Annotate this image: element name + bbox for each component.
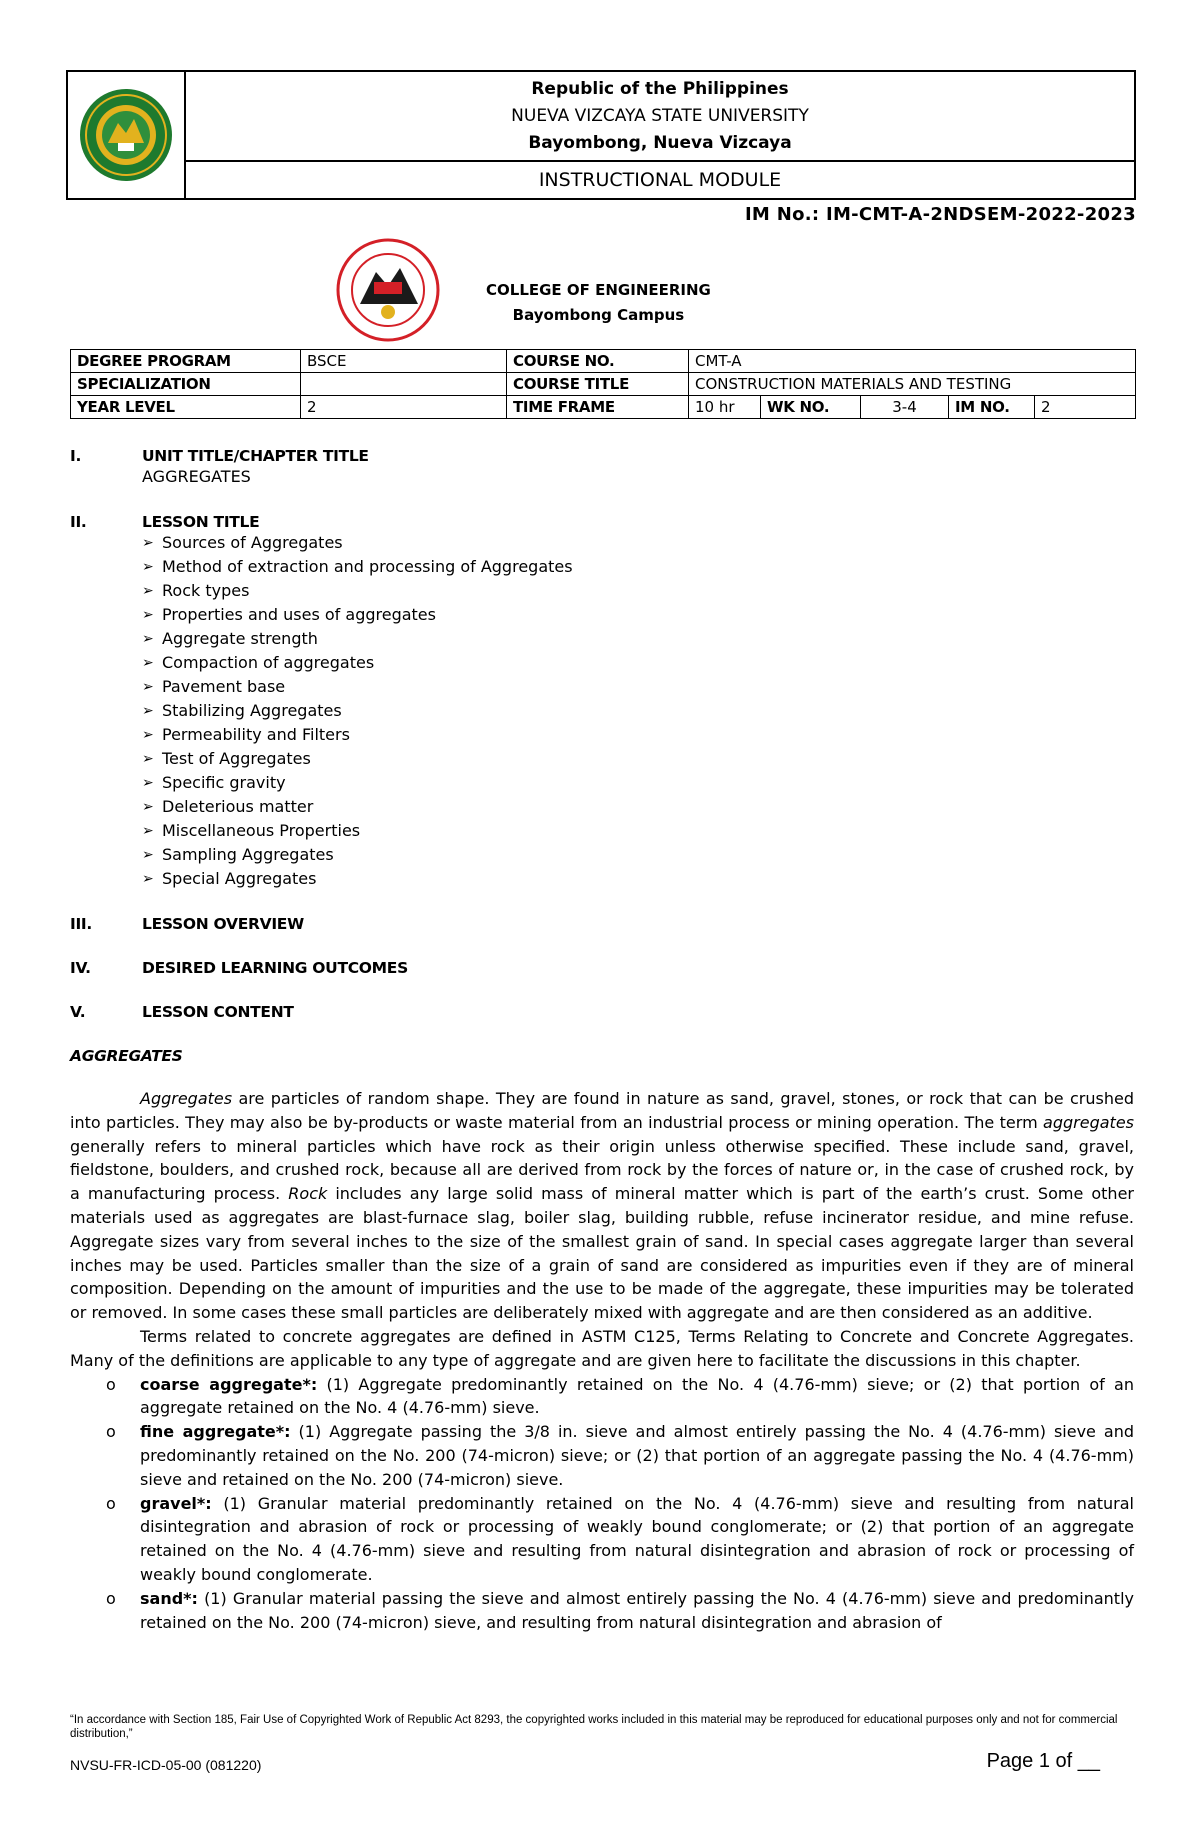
section-number: IV.	[70, 959, 91, 977]
section-lesson-content	[70, 1003, 1134, 1021]
list-item: ➢ Aggregate strength	[142, 627, 1134, 651]
unit-title-value: AGGREGATES	[142, 467, 251, 486]
circle-bullet-icon: o	[106, 1422, 116, 1442]
section-unit-title	[70, 447, 1134, 465]
arrow-bullet-icon: ➢	[142, 751, 154, 767]
arrow-bullet-icon: ➢	[142, 847, 154, 863]
page-number: Page 1 of __	[986, 1750, 1100, 1772]
arrow-bullet-icon: ➢	[142, 655, 154, 671]
list-item: ➢ Miscellaneous Properties	[142, 819, 1134, 843]
section-title: LESSON CONTENT	[142, 1003, 294, 1021]
list-item: o fine aggregate*: (1) Aggregate passing the 3/8 in. sieve and almost entirely passing the No. 4 (4.76-mm) sieve and predominantly retained on the No. 200 (74-micron) sieve; or (2) that portion of an aggregate passing the No. 4 (4.76-mm) sieve and retained on the No. 200 (74-micron) sieve.	[70, 1420, 1134, 1491]
section-number: V.	[70, 1003, 86, 1021]
aggregates-paragraph: Aggregates are particles of random shape. They are found in nature as sand, gravel, stones, or rock that can be crushed into particles. They may also be by-products or waste material from an industrial process or mining operation. The term aggregates generally refers to mineral particles which have rock as their origin unless otherwise specified. These include sand, gravel, fieldstone, boulders, and crushed rock, because all are derived from rock by the forces of nature or, in the case of crushed rock, by a manufacturing process. Rock includes any large solid mass of mineral matter which is part of the earth’s crust. Some other materials used as aggregates are blast-furnace slag, boiler slag, building rubble, refuse incinerator residue, and mine refuse. Aggregate sizes vary from several inches to the size of the smallest grain of sand. In special cases aggregate larger than several inches may be used. Particles smaller than the size of a grain of sand are considered as impurities even if they are of mineral composition. Depending on the amount of impurities and the use to be made of the aggregate, these impurities may be tolerated or removed. In some cases these small particles are deliberately mixed with aggregate and are then considered as an additive.	[70, 1089, 1134, 1323]
section-title: DESIRED LEARNING OUTCOMES	[142, 959, 408, 977]
header-republic: Republic of the Philippines	[531, 78, 789, 99]
section-lesson-title	[70, 513, 1134, 531]
arrow-bullet-icon: ➢	[142, 775, 154, 791]
section-number: III.	[70, 915, 92, 933]
header-title-block	[186, 72, 1134, 162]
arrow-bullet-icon: ➢	[142, 559, 154, 575]
list-item: ➢ Permeability and Filters	[142, 723, 1134, 747]
year-level-value: 2	[301, 396, 507, 419]
arrow-bullet-icon: ➢	[142, 703, 154, 719]
section-title: LESSON OVERVIEW	[142, 915, 304, 933]
terms-paragraph: Terms related to concrete aggregates are defined in ASTM C125, Terms Relating to Concrete and Concrete Aggregates. Many of the definitions are applicable to any type of aggregate and are given here to facilitate the discussions in this chapter.	[70, 1326, 1134, 1370]
lesson-list	[142, 531, 1134, 891]
college-campus: Bayombong Campus	[512, 306, 685, 324]
section-title: UNIT TITLE/CHAPTER TITLE	[142, 447, 369, 465]
im-number: IM No.: IM-CMT-A-2NDSEM-2022-2023	[744, 204, 1136, 225]
nvsu-seal-icon	[78, 87, 174, 183]
arrow-bullet-icon: ➢	[142, 631, 154, 647]
arrow-bullet-icon: ➢	[142, 727, 154, 743]
arrow-bullet-icon: ➢	[142, 607, 154, 623]
circle-bullet-icon: o	[106, 1493, 116, 1513]
course-title-label: COURSE TITLE	[507, 373, 689, 396]
module-content	[70, 447, 1134, 1634]
section-lesson-overview	[70, 915, 1134, 933]
definitions-list	[70, 1373, 1134, 1635]
header-location: Bayombong, Nueva Vizcaya	[528, 132, 792, 153]
list-item: ➢ Special Aggregates	[142, 867, 1134, 891]
list-item: ➢ Rock types	[142, 579, 1134, 603]
list-item: ➢ Compaction of aggregates	[142, 651, 1134, 675]
arrow-bullet-icon: ➢	[142, 583, 154, 599]
list-item: ➢ Properties and uses of aggregates	[142, 603, 1134, 627]
content-heading: AGGREGATES	[70, 1047, 183, 1065]
course-title-value: CONSTRUCTION MATERIALS AND TESTING	[689, 373, 1136, 396]
list-item: o sand*: (1) Granular material passing the sieve and almost entirely passing the No. 4 (4.76-mm) sieve and predominantly retained on the No. 200 (74-micron) sieve, and resulting from natural disintegration and abrasion of	[70, 1587, 1134, 1635]
wk-no-label: WK NO.	[761, 396, 861, 419]
table-row	[71, 350, 1136, 373]
year-level-label: YEAR LEVEL	[71, 396, 301, 419]
arrow-bullet-icon: ➢	[142, 823, 154, 839]
im-no-label: IM NO.	[949, 396, 1035, 419]
header-university: NUEVA VIZCAYA STATE UNIVERSITY	[511, 105, 809, 126]
copyright-footnote: “In accordance with Section 185, Fair Use of Copyrighted Work of Republic Act 8293, the copyrighted works included in this material may be reproduced for educational purposes only and not for commercial distribution,”	[70, 1714, 1118, 1740]
list-item: ➢ Method of extraction and processing of Aggregates	[142, 555, 1134, 579]
time-frame-label: TIME FRAME	[507, 396, 689, 419]
college-name: COLLEGE OF ENGINEERING	[486, 281, 711, 299]
course-no-label: COURSE NO.	[507, 350, 689, 373]
table-row	[71, 396, 1136, 419]
arrow-bullet-icon: ➢	[142, 535, 154, 551]
arrow-bullet-icon: ➢	[142, 679, 154, 695]
module-label: INSTRUCTIONAL MODULE	[538, 169, 782, 191]
list-item: ➢ Stabilizing Aggregates	[142, 699, 1134, 723]
degree-program-label: DEGREE PROGRAM	[71, 350, 301, 373]
list-item: ➢ Deleterious matter	[142, 795, 1134, 819]
section-learning-outcomes	[70, 959, 1134, 977]
course-no-value: CMT-A	[689, 350, 1136, 373]
list-item: ➢ Sampling Aggregates	[142, 843, 1134, 867]
specialization-value	[301, 373, 507, 396]
list-item: ➢ Specific gravity	[142, 771, 1134, 795]
college-of-engineering-seal-icon	[330, 238, 446, 342]
college-heading	[486, 278, 711, 328]
list-item: ➢ Sources of Aggregates	[142, 531, 1134, 555]
circle-bullet-icon: o	[106, 1588, 116, 1608]
header-box	[66, 70, 1136, 200]
list-item: ➢ Test of Aggregates	[142, 747, 1134, 771]
college-logo	[330, 238, 446, 346]
list-item: o gravel*: (1) Granular material predominantly retained on the No. 4 (4.76-mm) sieve and resulting from natural disintegration and abrasion of rock or processing of weakly bound conglomerate; or (2) that portion of an aggregate retained on the No. 4 (4.76-mm) sieve and resulting from natural disintegration and abrasion of rock or processing of weakly bound conglomerate.	[70, 1492, 1134, 1587]
specialization-label: SPECIALIZATION	[71, 373, 301, 396]
course-info-table	[70, 349, 1136, 419]
im-no-value: 2	[1035, 396, 1136, 419]
circle-bullet-icon: o	[106, 1374, 116, 1394]
arrow-bullet-icon: ➢	[142, 871, 154, 887]
form-number: NVSU-FR-ICD-05-00 (081220)	[70, 1757, 262, 1773]
nvsu-seal	[68, 72, 186, 198]
section-title: LESSON TITLE	[142, 513, 260, 531]
list-item: ➢ Pavement base	[142, 675, 1134, 699]
section-number: II.	[70, 513, 87, 531]
wk-no-value: 3-4	[861, 396, 949, 419]
degree-program-value: BSCE	[301, 350, 507, 373]
list-item: o coarse aggregate*: (1) Aggregate predominantly retained on the No. 4 (4.76-mm) sieve; or (2) that portion of an aggregate retained on the No. 4 (4.76-mm) sieve.	[70, 1373, 1134, 1421]
section-number: I.	[70, 447, 82, 465]
arrow-bullet-icon: ➢	[142, 799, 154, 815]
time-frame-value: 10 hr	[689, 396, 761, 419]
table-row	[71, 373, 1136, 396]
